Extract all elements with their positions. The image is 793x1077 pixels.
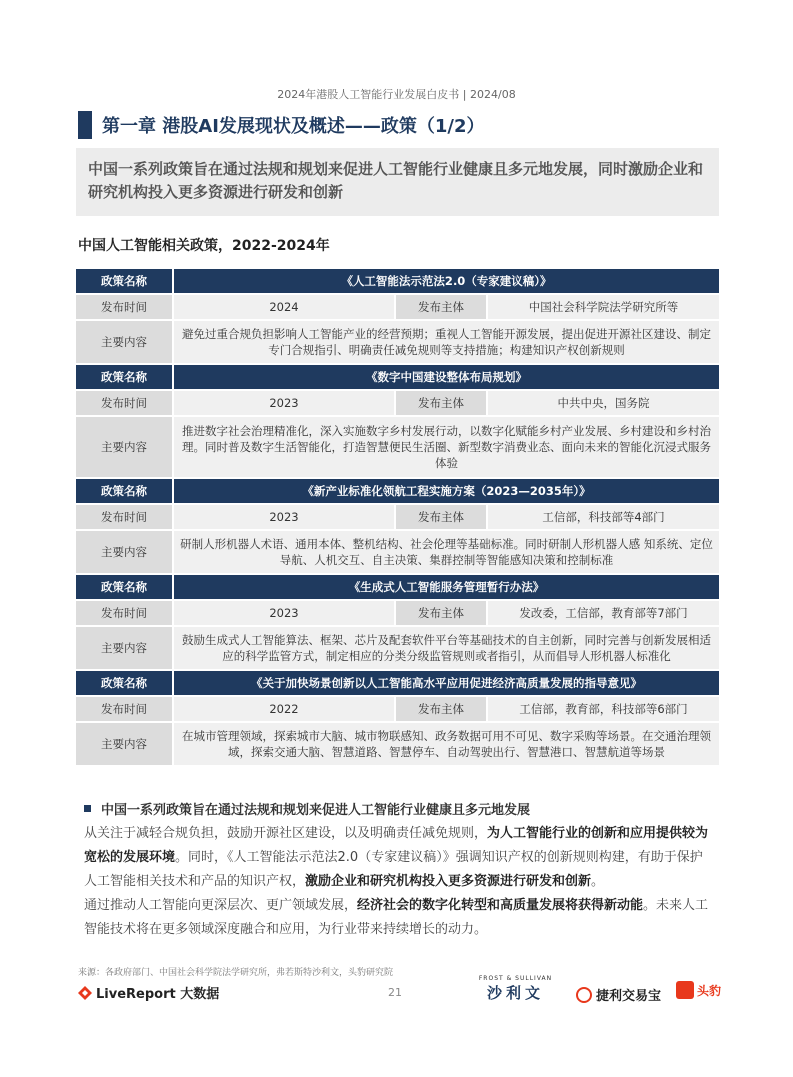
- chapter-title: 第一章 港股AI发展现状及概述——政策（1/2）: [102, 116, 485, 137]
- jieli-circle-icon: [576, 987, 592, 1003]
- page-footer: [0, 975, 793, 1007]
- paragraph-2: 通过推动人工智能向更深层次、更广领域发展，经济社会的数字化转型和高质量发展将获得新动能。未来人工智能技术将在更多领域深度融合和应用，为行业带来持续增长的动力。: [84, 898, 709, 937]
- policy-meta-row: [76, 697, 719, 721]
- policy-content-label: 主要内容: [76, 417, 174, 477]
- policy-content-label: 主要内容: [76, 321, 174, 363]
- policy-meta-row: [76, 505, 719, 529]
- policy-issuer: 工信部，科技部等4部门: [488, 505, 719, 529]
- policy-name: 《关于加快场景创新以人工智能高水平应用促进经济高质量发展的指导意见》: [174, 671, 719, 695]
- policy-date: 2022: [174, 697, 394, 721]
- policy-name-label: 政策名称: [76, 671, 174, 695]
- policy-name-row: [76, 269, 719, 293]
- bullet-heading: [84, 799, 530, 818]
- policy-content-label: 主要内容: [76, 723, 174, 765]
- chapter-heading: [78, 111, 485, 139]
- summary-box: 中国一系列政策旨在通过法规和规划来促进人工智能行业健康且多元地发展，同时激励企业和研究机构投入更多资源进行研发和创新: [76, 148, 719, 216]
- policy-name-row: [76, 575, 719, 599]
- policy-name: 《生成式人工智能服务管理暂行办法》: [174, 575, 719, 599]
- jieli-logo: [576, 985, 661, 1004]
- policy-meta-row: [76, 391, 719, 415]
- policy-name: 《数字中国建设整体布局规划》: [174, 365, 719, 389]
- policy-name-row: [76, 479, 719, 503]
- policy-table: [76, 267, 719, 767]
- livereport-logo: [78, 983, 219, 1002]
- table-title: 中国人工智能相关政策，2022-2024年: [78, 238, 330, 254]
- policy-content: 避免过重合规负担影响人工智能产业的经营预期；重视人工智能开源发展，提出促进开源社区建设、制定专门合规指引、明确责任减免规则等支持措施；构建知识产权创新规则: [174, 321, 719, 363]
- policy-issuer-label: 发布主体: [394, 601, 488, 625]
- toubao-logo: [676, 981, 721, 999]
- policy-meta-row: [76, 601, 719, 625]
- policy-issuer: 发改委，工信部，教育部等7部门: [488, 601, 719, 625]
- policy-date: 2023: [174, 601, 394, 625]
- policy-content-label: 主要内容: [76, 627, 174, 669]
- policy-date: 2023: [174, 505, 394, 529]
- policy-content: 推进数字社会治理精准化，深入实施数字乡村发展行动，以数字化赋能乡村产业发展、乡村建设和乡村治理。同时普及数字生活智能化，打造智慧便民生活圈、新型数字消费业态、面向未来的智能化沉浸式服务体验: [174, 417, 719, 477]
- frost-big-text: 沙利文: [486, 984, 544, 1002]
- policy-issuer-label: 发布主体: [394, 697, 488, 721]
- policy-name-label: 政策名称: [76, 269, 174, 293]
- policy-meta-row: [76, 295, 719, 319]
- chapter-accent-bar: [78, 111, 92, 139]
- policy-issuer: 中国社会科学院法学研究所等: [488, 295, 719, 319]
- policy-content: 研制人形机器人术语、通用本体、整机结构、社会伦理等基础标准。同时研制人形机器人感 知系统、定位导航、人机交互、自主决策、集群控制等智能感知决策和控制标准: [174, 531, 719, 573]
- frost-small-text: FROST & SULLIVAN: [478, 975, 553, 982]
- policy-date-label: 发布时间: [76, 295, 174, 319]
- policy-issuer-label: 发布主体: [394, 391, 488, 415]
- jieli-text: 捷利交易宝: [596, 989, 662, 1004]
- bullet-heading-text: 中国一系列政策旨在通过法规和规划来促进人工智能行业健康且多元地发展: [101, 803, 531, 818]
- policy-date-label: 发布时间: [76, 697, 174, 721]
- policy-issuer-label: 发布主体: [394, 295, 488, 319]
- policy-name: 《新产业标准化领航工程实施方案（2023—2035年）》: [174, 479, 719, 503]
- policy-date-label: 发布时间: [76, 505, 174, 529]
- policy-date: 2023: [174, 391, 394, 415]
- policy-content: 在城市管理领域，探索城市大脑、城市物联感知、政务数据可用不可见、数字采购等场景。在交通治理领域，探索交通大脑、智慧道路、智慧停车、自动驾驶出行、智慧港口、智慧航道等场景: [174, 723, 719, 765]
- policy-content-row: [76, 321, 719, 363]
- toubao-leopard-icon: [676, 981, 694, 999]
- policy-content-row: [76, 723, 719, 765]
- paragraph-1: 从关注于减轻合规负担，鼓励开源社区建设，以及明确责任减免规则，为人工智能行业的创新和应用提供较为宽松的发展环境。同时，《人工智能法示范法2.0（专家建议稿）》强调知识产权的创新规则构建，有助于保护人工智能相关技术和产品的知识产权，激励企业和研究机构投入更多资源进行研发和创新。: [84, 826, 709, 889]
- toubao-text: 头豹: [697, 983, 722, 998]
- policy-content-label: 主要内容: [76, 531, 174, 573]
- policy-date-label: 发布时间: [76, 391, 174, 415]
- policy-issuer-label: 发布主体: [394, 505, 488, 529]
- policy-date: 2024: [174, 295, 394, 319]
- policy-content: 鼓励生成式人工智能算法、框架、芯片及配套软件平台等基础技术的自主创新，同时完善与创新发展相适应的科学监管方式，制定相应的分类分级监管规则或者指引，从而倡导人形机器人标准化: [174, 627, 719, 669]
- policy-content-row: [76, 417, 719, 477]
- policy-issuer: 中共中央，国务院: [488, 391, 719, 415]
- livereport-text: LiveReport 大数据: [96, 987, 220, 1002]
- page-header: 2024年港股人工智能行业发展白皮书 | 2024/08: [277, 88, 516, 101]
- policy-name-label: 政策名称: [76, 365, 174, 389]
- source-note: 来源：各政府部门、中国社会科学院法学研究所，弗若斯特沙利文，头豹研究院: [78, 968, 394, 978]
- policy-content-row: [76, 531, 719, 573]
- policy-name-label: 政策名称: [76, 575, 174, 599]
- policy-content-row: [76, 627, 719, 669]
- page-number: 21: [388, 986, 402, 999]
- policy-date-label: 发布时间: [76, 601, 174, 625]
- policy-name-row: [76, 671, 719, 695]
- bullet-square-icon: [84, 805, 91, 812]
- livereport-diamond-icon: [78, 986, 92, 1000]
- policy-name-row: [76, 365, 719, 389]
- frost-sullivan-logo: [478, 975, 553, 1003]
- policy-name-label: 政策名称: [76, 479, 174, 503]
- policy-name: 《人工智能法示范法2.0（专家建议稿）》: [174, 269, 719, 293]
- policy-issuer: 工信部，教育部，科技部等6部门: [488, 697, 719, 721]
